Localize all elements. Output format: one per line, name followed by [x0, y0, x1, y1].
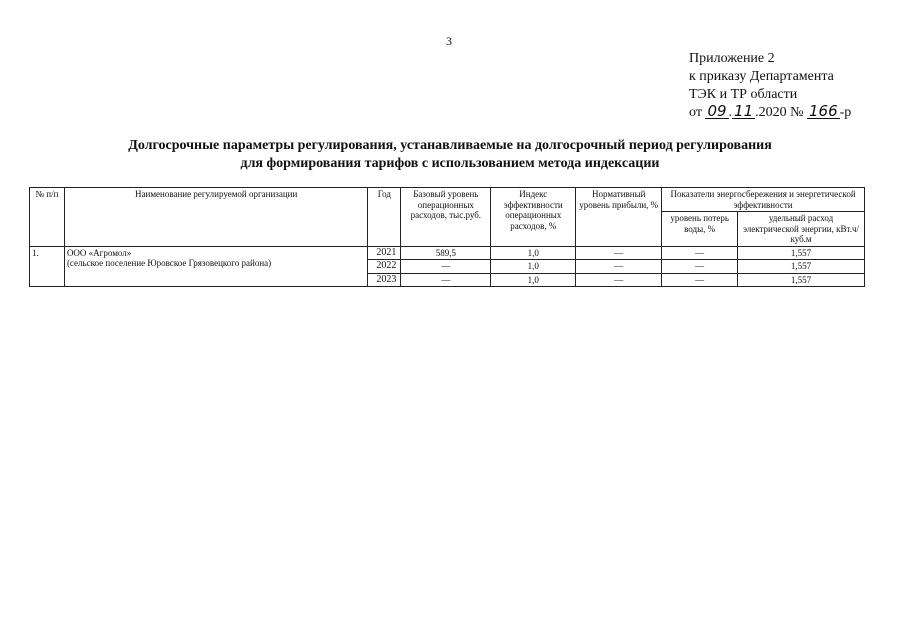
header-name: Наименование регулируемой организации	[64, 188, 367, 247]
header-loss: уровень потерь воды, %	[662, 212, 738, 247]
org-name: ООО «Агромол»	[66, 247, 132, 258]
row-profit: —	[576, 273, 662, 287]
header-base: Базовый уровень операционных расходов, тыс.руб.	[401, 188, 491, 247]
row-year: 2021	[368, 246, 401, 260]
header-index: Индекс эффективности операционных расходов, %	[491, 188, 576, 247]
order-suffix: -р	[839, 105, 852, 120]
row-year: 2023	[368, 273, 401, 287]
parameters-table	[29, 187, 865, 287]
org-cell	[64, 246, 367, 287]
row-index: 1,0	[491, 273, 576, 287]
header-specific: удельный расход электрической энергии, кВт.ч/куб.м	[738, 212, 865, 247]
order-number: 166	[808, 102, 838, 120]
appendix-block	[689, 50, 851, 122]
appendix-date-line: от 09 . 11 .2020 № 166 -р	[689, 102, 852, 120]
header-profit: Нормативный уровень прибыли, %	[576, 188, 662, 247]
org-note: (сельское поселение Юровское Грязовецкого района)	[66, 258, 272, 268]
appendix-line-2: к приказу Департамента	[689, 69, 834, 84]
row-profit: —	[576, 246, 662, 260]
page-number: 3	[446, 34, 452, 48]
header-num: № п/п	[30, 188, 65, 247]
date-rest: .2020 №	[755, 105, 804, 120]
row-base: 589,5	[401, 246, 491, 260]
row-loss: —	[662, 273, 738, 287]
row-index: 1,0	[491, 260, 576, 274]
appendix-line-1: Приложение 2	[689, 51, 775, 66]
org-number: 1.	[30, 246, 65, 287]
row-base: —	[401, 273, 491, 287]
appendix-line-3: ТЭК и ТР области	[689, 87, 798, 102]
header-energy: Показатели энергосбережения и энергетической эффективности	[662, 188, 865, 212]
header-row	[30, 188, 865, 212]
date-month: 11	[734, 102, 754, 120]
date-day: 09	[707, 102, 727, 120]
row-specific: 1,557	[738, 260, 865, 274]
row-base: —	[401, 260, 491, 274]
header-year: Год	[368, 188, 401, 247]
document-title	[60, 137, 840, 173]
title-line-2: для формирования тарифов с использованием метода индексации	[240, 156, 660, 171]
row-loss: —	[662, 260, 738, 274]
row-specific: 1,557	[738, 246, 865, 260]
row-loss: —	[662, 246, 738, 260]
row-specific: 1,557	[738, 273, 865, 287]
title-line-1: Долгосрочные параметры регулирования, устанавливаемые на долгосрочный период регулирования	[128, 138, 772, 153]
row-profit: —	[576, 260, 662, 274]
row-index: 1,0	[491, 246, 576, 260]
table-row	[30, 246, 865, 260]
row-year: 2022	[368, 260, 401, 274]
date-prefix: от	[689, 105, 702, 120]
